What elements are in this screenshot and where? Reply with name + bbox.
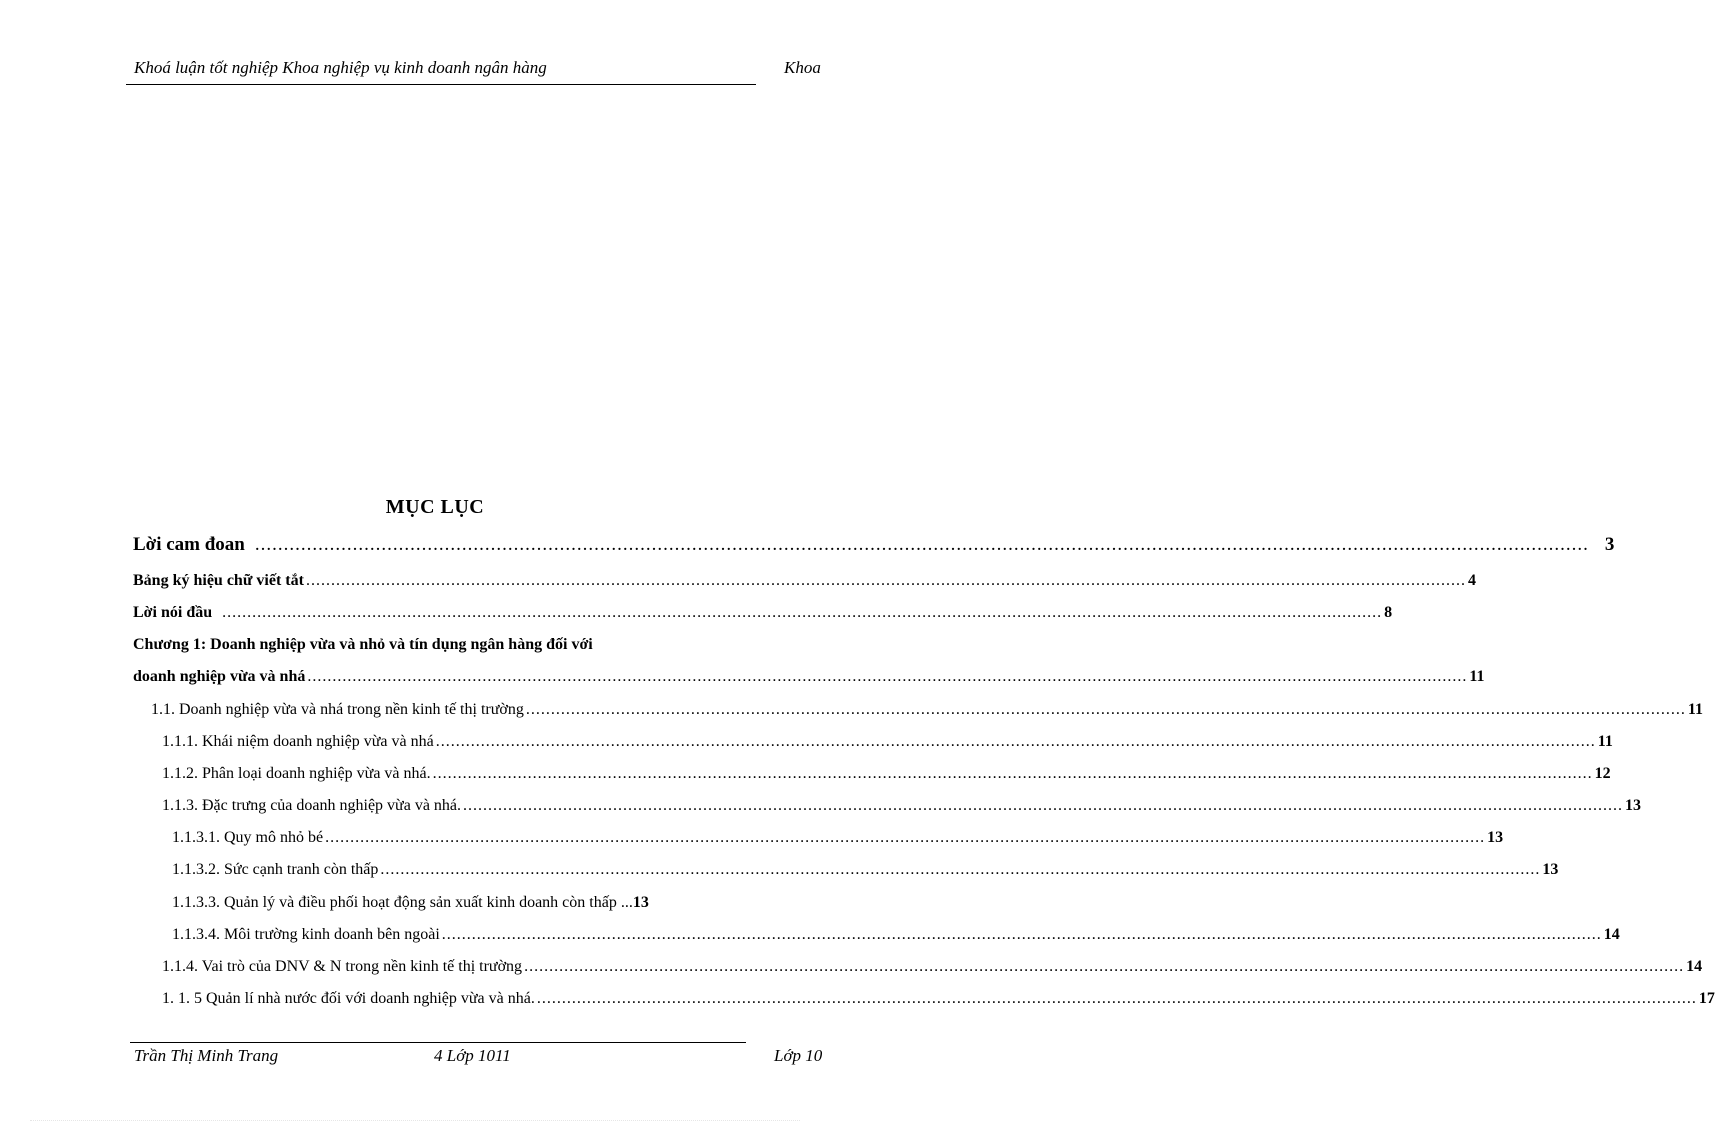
toc-entry-page: 13 xyxy=(1625,797,1642,814)
toc-leader xyxy=(463,797,1623,815)
toc-entry-text: 1.1.3.4. Môi trường kinh doanh bên ngoài xyxy=(172,926,440,943)
toc-entry-1-1-3-1[interactable] xyxy=(172,829,1504,847)
toc-entry-loi-cam-doan[interactable] xyxy=(133,534,1615,556)
toc-entry-chuong-1[interactable] xyxy=(133,636,744,654)
toc-entry-page: 12 xyxy=(1594,765,1611,782)
toc-entry-page: 13 xyxy=(632,894,649,911)
toc-leader xyxy=(325,829,1485,847)
toc-entry-page: 11 xyxy=(1469,668,1485,685)
toc-leader xyxy=(442,926,1602,944)
toc-entry-1-1-3-2[interactable] xyxy=(172,861,1559,879)
toc-leader xyxy=(537,990,1697,1008)
toc-entry-text: 1.1.3.2. Sức cạnh tranh còn thấp xyxy=(172,861,379,878)
toc-leader xyxy=(380,861,1540,879)
toc-entry-1-1-3-4[interactable] xyxy=(172,926,1620,944)
footer-page-class: 4 Lớp 1011 xyxy=(434,1046,511,1065)
toc-leader xyxy=(526,701,1686,719)
toc-title: MỤC LỤC xyxy=(385,496,485,518)
toc-entry-text: Chương 1: Doanh nghiệp vừa và nhỏ và tín dụng ngân hàng đối với xyxy=(133,636,593,653)
toc-entry-text: 1.1.3. Đặc trưng của doanh nghiệp vừa và nhá. xyxy=(162,797,462,814)
toc-entry-loi-noi-dau[interactable] xyxy=(133,604,1393,622)
toc-entry-text: 1.1.3.3. Quản lý và điều phối hoạt động sản xuất kinh doanh còn thấp ... xyxy=(172,894,633,911)
toc-leader xyxy=(433,765,1593,783)
toc-entry-text: Lời nói đầu xyxy=(133,604,213,621)
toc-entry-bang-ky-hieu[interactable] xyxy=(133,572,1476,590)
toc-leader xyxy=(255,534,1589,556)
toc-entry-page: 17 xyxy=(1698,990,1715,1007)
toc-entry-1-1[interactable] xyxy=(151,701,1703,719)
toc-entry-page: 8 xyxy=(1384,604,1393,621)
toc-entry-page: 3 xyxy=(1604,534,1615,555)
toc-leader xyxy=(222,604,1382,622)
toc-entry-1-1-3-3[interactable] xyxy=(172,894,744,912)
footer-divider xyxy=(130,1042,746,1043)
toc-entry-text: doanh nghiệp vừa và nhá xyxy=(133,668,306,685)
toc-entry-text: 1.1.1. Khái niệm doanh nghiệp vừa và nhá xyxy=(162,733,434,750)
toc-entry-page: 11 xyxy=(1687,701,1703,718)
toc-entry-text: 1.1.2. Phân loại doanh nghiệp vừa và nhá. xyxy=(162,765,431,782)
page-edge-dots xyxy=(30,1120,800,1121)
header-title-overflow: Khoa xyxy=(784,58,821,77)
toc-entry-page: 11 xyxy=(1597,733,1613,750)
toc-entry-page: 14 xyxy=(1603,926,1620,943)
toc-entry-page: 4 xyxy=(1467,572,1476,589)
footer-class-overflow: Lớp 10 xyxy=(774,1046,823,1065)
toc-entry-page: 13 xyxy=(1542,861,1559,878)
toc-leader xyxy=(524,958,1684,976)
toc-entry-text: 1.1.4. Vai trò của DNV & N trong nền kinh tế thị trường xyxy=(162,958,523,975)
toc-entry-1-1-2[interactable] xyxy=(162,765,1611,783)
toc-entry-1-1-4[interactable] xyxy=(162,958,1703,976)
toc-entry-text: 1.1.3.1. Quy mô nhỏ bé xyxy=(172,829,324,846)
header-divider xyxy=(126,84,756,85)
toc-entry-page: 13 xyxy=(1487,829,1504,846)
toc-entry-chuong-1-cont[interactable] xyxy=(133,668,1485,686)
footer-author: Trần Thị Minh Trang xyxy=(134,1046,279,1065)
toc-entry-text: 1. 1. 5 Quản lí nhà nước đối với doanh nghiệp vừa và nhá. xyxy=(162,990,535,1007)
toc-leader xyxy=(307,668,1467,686)
toc-leader xyxy=(306,572,1466,590)
toc-entry-page: 14 xyxy=(1686,958,1703,975)
toc-entry-1-1-3[interactable] xyxy=(162,797,1642,815)
toc-entry-text: Lời cam đoan xyxy=(133,534,245,555)
header-title: Khoá luận tốt nghiệp Khoa nghiệp vụ kinh doanh ngân hàng xyxy=(134,58,547,77)
toc-leader xyxy=(436,733,1596,751)
toc-entry-1-1-1[interactable] xyxy=(162,733,1613,751)
toc-entry-1-1-5[interactable] xyxy=(162,990,1715,1008)
toc-entry-text: 1.1. Doanh nghiệp vừa và nhá trong nền kinh tế thị trường xyxy=(151,701,524,718)
toc-entry-text: Bảng ký hiệu chữ viết tắt xyxy=(133,572,304,589)
